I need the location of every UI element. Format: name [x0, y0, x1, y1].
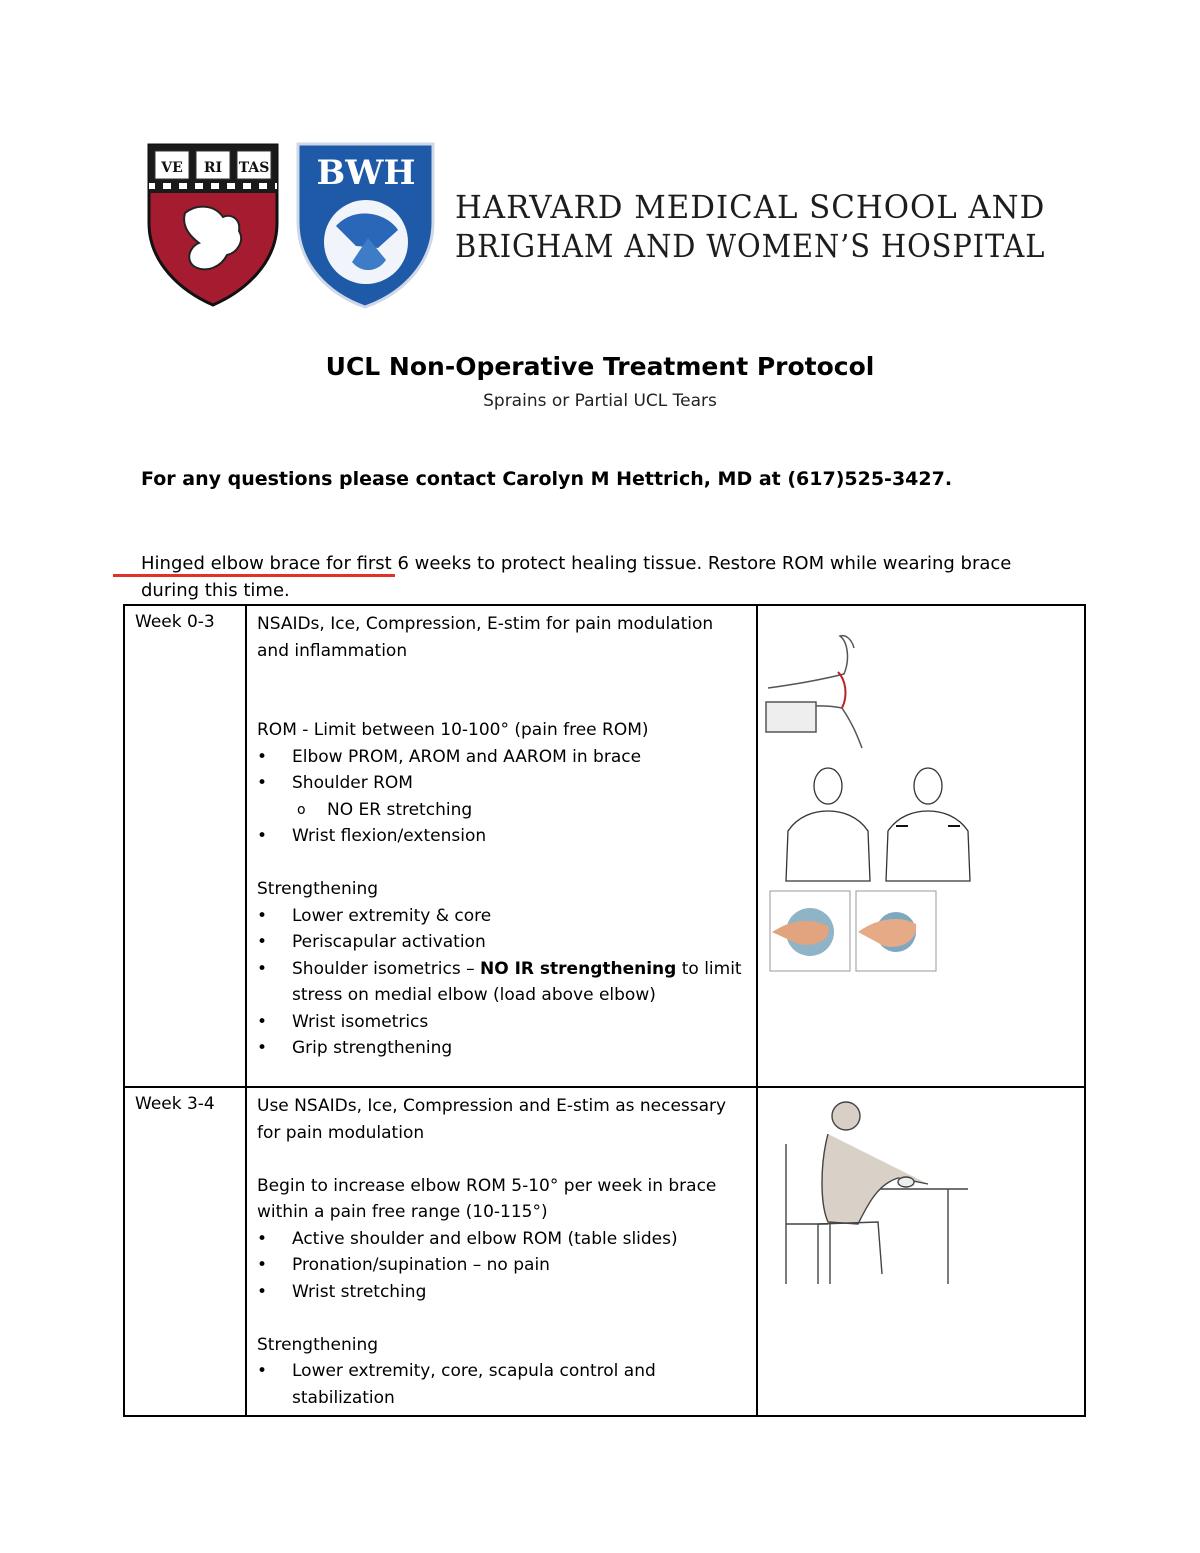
shield-motto-tas: TAS	[238, 160, 270, 176]
list-item: • Lower extremity, core, scapula control and stabilization	[257, 1358, 746, 1411]
isometrics-tail: to limit stress on medial elbow (load above elbow)	[292, 958, 742, 1005]
grip-ball-illustration	[770, 891, 936, 971]
institution-line-2: BRIGHAM AND WOMEN’S HOSPITAL	[455, 227, 1046, 265]
shield-motto-ri: RI	[203, 160, 223, 176]
red-underline-annotation	[113, 574, 395, 577]
list-item	[257, 956, 746, 1009]
rom-heading: ROM - Limit between 10-100° (pain free ROM)	[257, 720, 649, 740]
bwh-shield-logo	[294, 142, 437, 309]
list-item: • Pronation/supination – no pain	[257, 1252, 746, 1279]
list-item: • Wrist flexion/extension	[257, 823, 746, 850]
rom-progression-text: Begin to increase elbow ROM 5-10° per week in brace within a pain free range (10-115°)	[257, 1175, 717, 1222]
table-row	[124, 1087, 1085, 1416]
strengthening-heading: Strengthening	[257, 879, 379, 899]
contact-line: For any questions please contact Carolyn M Hettrich, MD at (617)525-3427.	[141, 468, 953, 490]
list-item: • Wrist isometrics	[257, 1009, 746, 1036]
table-row	[124, 605, 1085, 1087]
week-label: Week 0-3	[135, 612, 215, 632]
week-label: Week 3-4	[135, 1094, 215, 1114]
sub-list-item: o NO ER stretching	[257, 797, 746, 824]
page-subtitle: Sprains or Partial UCL Tears	[483, 391, 717, 411]
list-item: • Periscapular activation	[257, 929, 746, 956]
exercise-illustrations	[758, 626, 1078, 1006]
institution-line-1: HARVARD MEDICAL SCHOOL AND	[455, 188, 1046, 226]
shield-motto-ve: VE	[161, 160, 183, 176]
week-cell	[124, 1087, 246, 1416]
harvard-shield-logo	[145, 143, 281, 307]
shoulder-rom-illustration	[786, 768, 970, 881]
no-ir-strengthening: NO IR strengthening	[480, 958, 677, 979]
illustration-cell	[757, 605, 1085, 1087]
list-item: • Shoulder ROM	[257, 770, 746, 797]
instructions-cell	[246, 1087, 757, 1416]
list-item: • Elbow PROM, AROM and AAROM in brace	[257, 744, 746, 771]
isometrics-text: Shoulder isometrics –	[292, 958, 480, 979]
list-item: • Active shoulder and elbow ROM (table slides)	[257, 1226, 746, 1253]
bwh-mark: BWH	[316, 153, 416, 193]
illustration-cell	[757, 1087, 1085, 1416]
protocol-table	[123, 604, 1086, 1417]
intro-paragraph: Hinged elbow brace for first 6 weeks to protect healing tissue. Restore ROM while wearing brace during this time.	[141, 553, 1012, 601]
strengthening-heading: Strengthening	[257, 1334, 379, 1355]
list-item: • Wrist stretching	[257, 1279, 746, 1306]
modalities-text: Use NSAIDs, Ice, Compression and E-stim as necessary for pain modulation	[257, 1096, 727, 1143]
week-cell	[124, 605, 246, 1087]
list-item: • Lower extremity & core	[257, 903, 746, 930]
instructions-cell	[246, 605, 757, 1087]
table-slide-illustration	[758, 1094, 1078, 1294]
page-title: UCL Non-Operative Treatment Protocol	[325, 352, 875, 381]
list-item: • Grip strengthening	[257, 1035, 746, 1062]
wrist-stretch-illustration	[766, 636, 862, 748]
modalities-text: NSAIDs, Ice, Compression, E-stim for pain modulation and inflammation	[257, 614, 714, 661]
